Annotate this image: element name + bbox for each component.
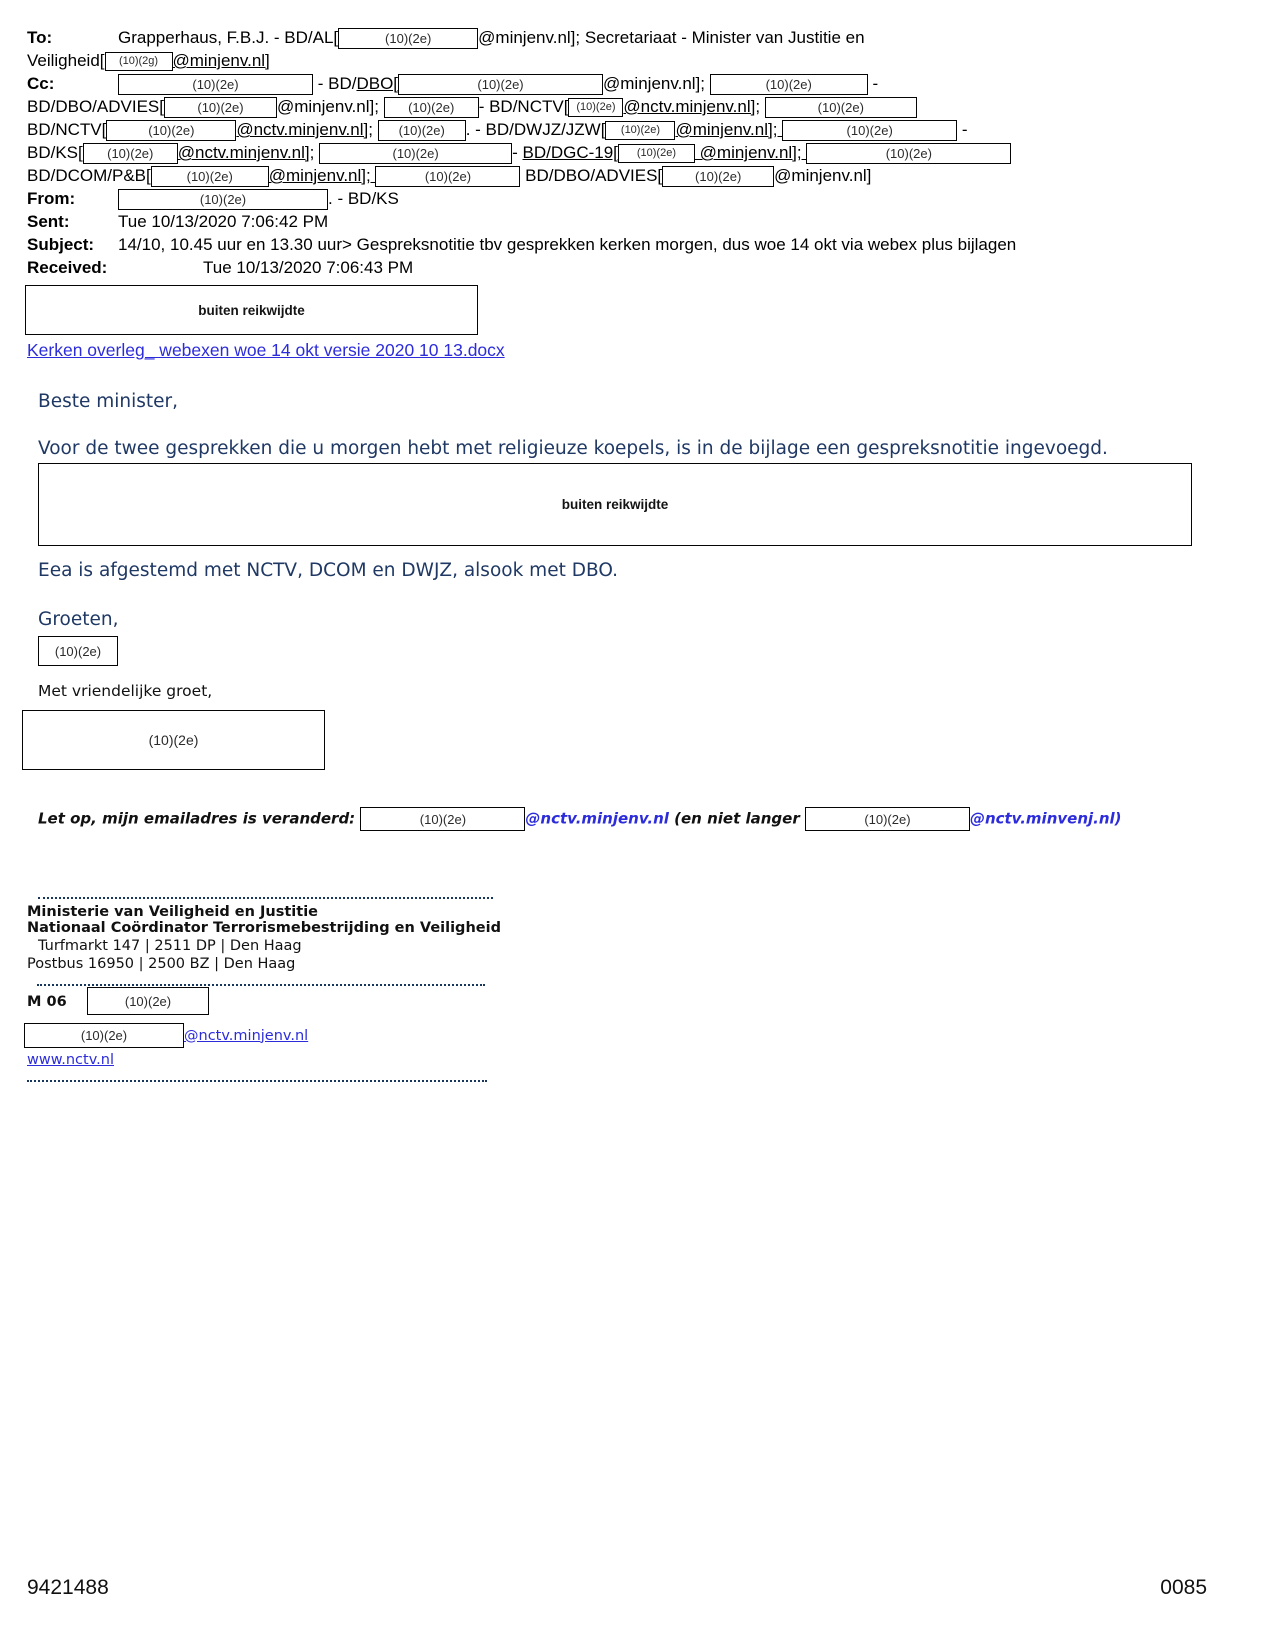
signature-org-2: Nationaal Coördinator Terrorismebestrijding en Veiligheid [27,920,501,937]
redaction-box: (10)(2e) [106,120,236,141]
email-change-notice [38,807,1248,831]
text-run: @minjenv.nl]; [268,166,376,186]
website-link[interactable]: www.nctv.nl [27,1052,114,1069]
email-header [27,26,1248,279]
text-run: DBO[ [356,74,399,94]
redaction-box: (10)(2e) [782,120,957,141]
redaction-label: (10)(2e) [124,993,172,1009]
header-field-cc-cont-1 [27,95,1248,118]
header-field-label: Sent: [27,212,70,232]
text-run: . - BD/KS [328,189,399,209]
old-email-link[interactable]: @nctv.minvenj.nl) [969,809,1122,828]
signature-org-1: Ministerie van Veiligheid en Justitie [27,904,318,921]
redaction-box: (10)(2e) [375,166,520,187]
redaction-box: (10)(2e) [398,74,603,95]
text-run: @minjenv.nl] [172,51,270,71]
out-of-scope-label: buiten reikwijdte [561,497,669,513]
text-run: @nctv.minjenv.nl] [177,143,310,163]
text-run: Grapperhaus, F.B.J. - BD/AL[ [118,28,339,47]
header-field-to [27,26,1248,49]
text-run: @minjenv.nl]; [694,143,807,163]
signature-address-1: Turfmarkt 147 | 2511 DP | Den Haag [38,938,302,955]
body-paragraph-2: Eea is afgestemd met NCTV, DCOM en DWJZ, alsook met DBO. [38,560,619,582]
header-field-to-cont [27,49,1248,72]
redaction-box: (10)(2e) [83,143,178,164]
text-run: Tue 10/13/2020 7:06:42 PM [118,212,329,232]
text-run: - [957,120,968,140]
header-field-label: To: [27,28,53,47]
text-run: ; [755,97,765,117]
text-run: - [867,74,879,94]
redaction-box: (10)(2e) [151,166,269,187]
header-field-from [27,187,1248,210]
redaction-box [24,1023,184,1048]
text-run: BD/KS[ [27,143,83,163]
redaction-label: (10)(2e) [148,732,199,749]
text-run: Tue 10/13/2020 7:06:43 PM [203,258,414,278]
body-greeting: Beste minister, [38,391,179,413]
header-field-received [27,256,1248,279]
out-of-scope-box-body [38,463,1192,546]
text-run: (en niet langer [668,809,805,828]
text-run: - BD/NCTV[ [478,97,569,117]
redaction-box: (10)(2e) [568,98,623,117]
signature-email-row [24,1023,1248,1048]
header-field-cc-cont-4 [27,164,1248,187]
text-run: BD/DCOM/P&B[ [27,166,151,186]
footer-doc-id: 9421488 [27,1576,109,1599]
redaction-box: (10)(2e) [384,97,479,118]
redaction-box: (10)(2e) [618,144,695,163]
header-field-cc [27,72,1248,95]
redaction-box: (10)(2e) [710,74,868,95]
mobile-label: M 06 [27,994,67,1011]
redaction-box: (10)(2e) [605,121,675,140]
redaction-box: (10)(2e) [338,28,478,49]
body-closing: Groeten, [38,609,119,631]
redaction-box [87,987,209,1015]
website-row [27,1052,1248,1068]
redaction-box: (10)(2e) [319,143,512,164]
text-run: BD/DGC-19[ [522,143,618,163]
redaction-label: (10)(2e) [54,643,102,659]
text-run: @minjenv.nl] [774,166,872,186]
redaction-box: (10)(2e) [805,807,970,831]
text-run: BD/DBO/ADVIES[ [27,97,164,117]
attachment-row [27,340,1248,361]
redaction-box: (10)(2e) [118,189,328,210]
redaction-box: (10)(2g) [105,52,173,71]
redaction-box: (10)(2e) [378,120,466,141]
redaction-box: (10)(2e) [765,97,917,118]
dotted-divider [37,984,485,986]
header-field-sent [27,210,1248,233]
dotted-divider [38,897,493,899]
text-run: 14/10, 10.45 uur en 13.30 uur> Gespreksnotitie tbv gesprekken kerken morgen, dus woe 14 okt via webex plus bijlagen [118,235,1017,255]
body-paragraph-1: Voor de twee gesprekken die u morgen hebt met religieuze koepels, is in de bijlage een gespreksnotitie ingevoegd. [38,438,1108,460]
text-run: ; [368,120,378,140]
body-regards: Met vriendelijke groet, [38,682,213,701]
redaction-label: (10)(2e) [80,1028,128,1044]
text-run: @minjenv.nl]; [675,120,783,140]
text-run: BD/NCTV[ [27,120,107,140]
redaction-box [22,710,325,770]
redaction-box: (10)(2e) [118,74,313,95]
signature-block [27,897,1248,1082]
header-field-subject [27,233,1248,256]
new-email-link[interactable]: @nctv.minjenv.nl [525,809,669,828]
signature-mobile-row [27,981,1248,1021]
text-run: @nctv.minjenv.nl] [623,97,756,117]
header-field-cc-cont-2 [27,118,1248,141]
header-field-cc-cont-3 [27,141,1248,164]
text-run: @minjenv.nl]; [603,74,710,94]
out-of-scope-box [25,285,478,335]
text-run: Veiligheid[ [27,51,105,71]
redaction-box: (10)(2e) [662,166,774,187]
text-run: @minjenv.nl]; [276,97,384,117]
text-run: @nctv.minjenv.nl] [236,120,369,140]
header-field-label: Cc: [27,74,55,94]
signature-address-2: Postbus 16950 | 2500 BZ | Den Haag [27,956,296,973]
text-run: . - BD/DWJZ/JZW[ [465,120,606,140]
attachment-link[interactable]: Kerken overleg_ webexen woe 14 okt versie 2020 10 13.docx [27,340,505,361]
redaction-box: (10)(2e) [360,807,525,831]
text-run: BD/DBO/ADVIES[ [520,166,663,186]
text-run: ; [309,143,320,163]
footer-page-number: 0085 [1160,1576,1207,1599]
dotted-divider [27,1080,487,1082]
redaction-box: (10)(2e) [164,97,277,118]
text-run: Let op, mijn emailadres is veranderd: [38,809,361,828]
text-run: - BD/ [313,74,357,94]
signature-email-link[interactable]: @nctv.minjenv.nl [184,1027,309,1044]
out-of-scope-label: buiten reikwijdte [198,302,305,318]
header-field-label: From: [27,189,76,209]
text-run: - [512,143,523,163]
redaction-box [38,636,118,666]
header-field-label: Received: [27,258,108,278]
text-run: @minjenv.nl]; Secretariaat - Minister van Justitie en [478,28,865,47]
header-field-label: Subject: [27,235,95,255]
redaction-box: (10)(2e) [806,143,1011,164]
